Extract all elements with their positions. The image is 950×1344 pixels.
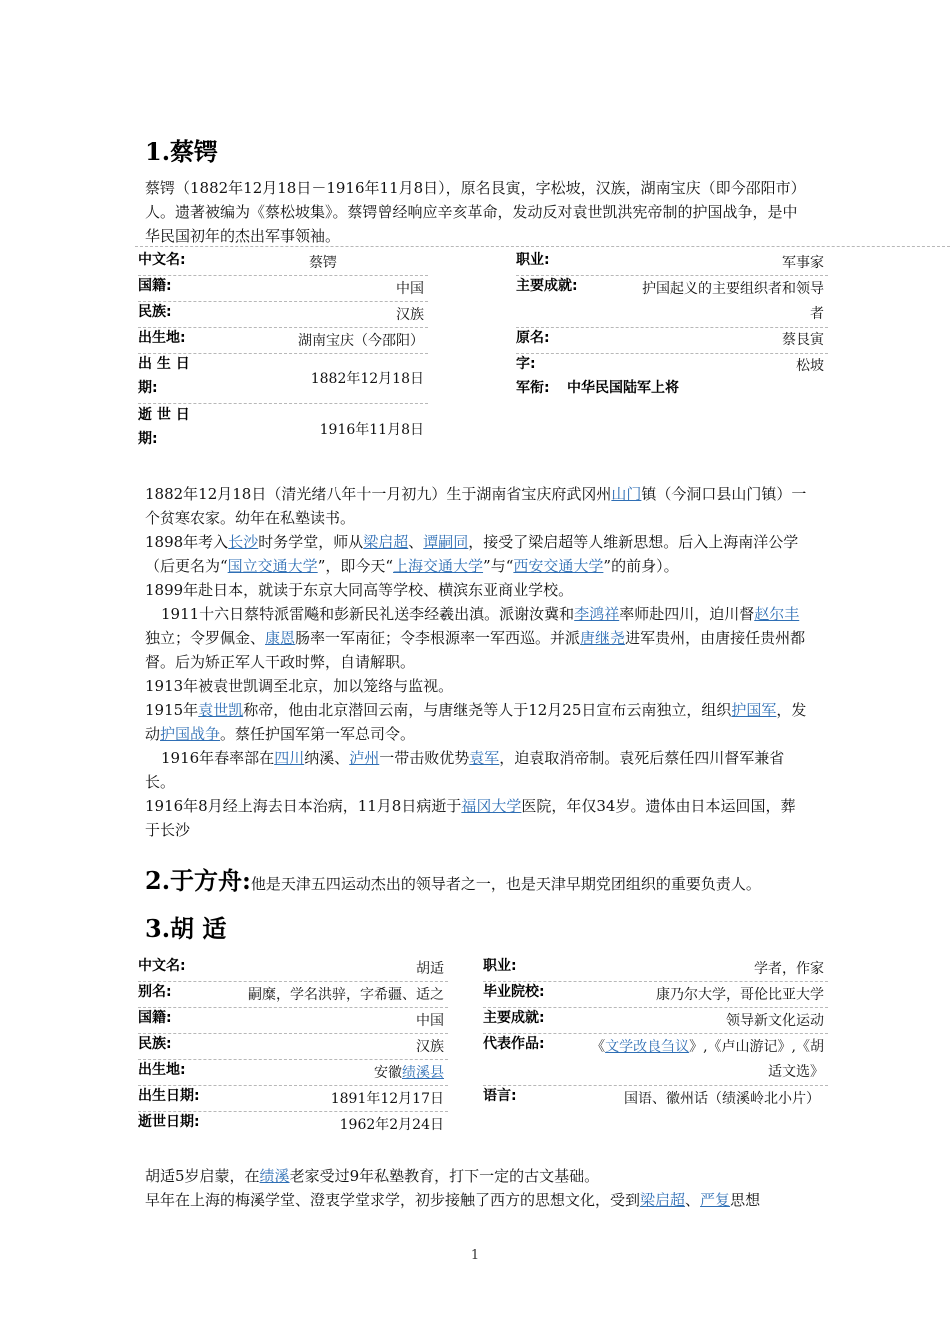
link-jixi-county[interactable]: 绩溪县: [402, 1065, 444, 1081]
link-yan-fu[interactable]: 严复: [700, 1191, 731, 1209]
link-fukuoka-university[interactable]: 福冈大学: [461, 797, 522, 815]
info-value: 军事家: [782, 255, 824, 271]
link-changsha[interactable]: 长沙: [228, 533, 259, 551]
link-xian-jiaotong[interactable]: 西安交通大学: [513, 557, 604, 575]
row-divider: [138, 981, 448, 982]
info-label: 出生地:: [138, 1062, 186, 1078]
link-huguo-war[interactable]: 护国战争: [160, 725, 221, 743]
info-label: 出 生 日: [138, 356, 190, 372]
row-divider: [138, 1007, 448, 1008]
info-value: 1891年12月17日: [330, 1091, 444, 1107]
bio-paragraph: 1899年赴日本，就读于东京大同高等学校、横滨东亚商业学校。: [145, 581, 574, 599]
info-label: 出生日期:: [138, 1088, 200, 1104]
info-value: 蔡锷: [309, 255, 337, 271]
info-label: 国籍:: [138, 1010, 172, 1026]
info-value: 1882年12月18日: [310, 371, 424, 387]
bio-paragraph: 1882年12月18日（清光绪八年十一月初九）生于湖南省宝庆府武冈州山门镇（今洞口县山门镇）一个贫寒农家。幼年在私塾读书。: [145, 485, 807, 527]
link-wenxue-gailiang[interactable]: 文学改良刍议: [605, 1039, 690, 1055]
hu-shi-biography: [145, 1164, 810, 1212]
section-title-cai-e: 1.蔡锷: [145, 137, 219, 166]
link-liang-qichao-2[interactable]: 梁启超: [640, 1191, 686, 1209]
info-value: 湖南宝庆（今邵阳）: [298, 333, 424, 349]
cai-e-infobox-left: [138, 248, 428, 458]
cai-e-biography: [145, 482, 810, 842]
bio-paragraph: 1916年春率部在四川纳溪、泸州一带击败优势袁军，迫袁取消帝制。袁死后蔡任四川督军兼省长。: [145, 749, 785, 791]
bio-paragraph: 早年在上海的梅溪学堂、澄衷学堂求学，初步接触了西方的思想文化，受到梁启超、严复思想: [145, 1191, 761, 1209]
row-divider: [138, 1033, 448, 1034]
info-value: 康乃尔大学，哥伦比亚大学: [656, 987, 824, 1003]
info-value: 嗣糜，学名洪骍，字希疆、适之: [248, 987, 444, 1003]
info-label: 别名:: [138, 984, 172, 1000]
info-value: 1962年2月24日: [339, 1117, 444, 1133]
info-value: 护国起义的主要组织者和领导: [642, 281, 824, 297]
info-value: 1916年11月8日: [319, 422, 424, 438]
link-zhao-erfeng[interactable]: 赵尔丰: [754, 605, 800, 623]
link-liang-qichao[interactable]: 梁启超: [363, 533, 409, 551]
info-label: 民族:: [138, 1036, 172, 1052]
info-label: 主要成就:: [483, 1010, 545, 1026]
info-value: 安徽绩溪县: [374, 1065, 444, 1081]
info-value: 《文学改良刍议》,《卢山游记》,《胡: [591, 1039, 824, 1055]
info-value: 胡适: [416, 961, 444, 977]
info-value: 国语、徽州话（绩溪岭北小片）: [624, 1091, 820, 1107]
section-title-hu-shi: 3.胡 适: [145, 914, 227, 943]
info-value: 者: [810, 306, 824, 322]
cai-e-infobox-right: [516, 248, 828, 408]
link-kang-en[interactable]: 康恩: [265, 629, 296, 647]
info-label: 职业:: [516, 252, 550, 268]
yu-fangzhou-summary: 他是天津五四运动杰出的领导者之一，也是天津早期党团组织的重要负责人。: [250, 875, 761, 893]
info-value: 学者，作家: [754, 961, 824, 977]
info-label: 军衔:: [516, 380, 550, 396]
info-label: 中文名:: [138, 252, 186, 268]
bio-paragraph: 1898年考入长沙时务学堂，师从梁启超、谭嗣同，接受了梁启超等人维新思想。后入上海南洋公学（后更名为“国立交通大学”，即今天“上海交通大学”与“西安交通大学”的前身）。: [145, 533, 799, 575]
info-value: 汉族: [416, 1039, 444, 1055]
link-shanmen[interactable]: 山门: [611, 485, 642, 503]
link-luzhou[interactable]: 泸州: [349, 749, 380, 767]
info-value: 松坡: [796, 358, 824, 374]
bio-paragraph: 1916年8月经上海去日本治病，11月8日病逝于福冈大学医院，年仅34岁。遗体由日本运回国，葬于长沙: [145, 797, 796, 839]
link-jixi[interactable]: 绩溪: [259, 1167, 290, 1185]
info-label: 中文名:: [138, 958, 186, 974]
info-value: 领导新文化运动: [726, 1013, 824, 1029]
hu-shi-infobox-right: [483, 954, 828, 1114]
military-rank-value: 中华民国陆军上将: [567, 380, 679, 396]
info-label: 毕业院校:: [483, 984, 545, 1000]
bio-paragraph: 胡适5岁启蒙，在绩溪老家受过9年私塾教育，打下一定的古文基础。: [145, 1167, 600, 1185]
info-value: 适文选》: [768, 1064, 824, 1080]
link-huguo-army[interactable]: 护国军: [731, 701, 777, 719]
info-label: 期:: [138, 380, 158, 396]
link-yuan-shikai[interactable]: 袁世凯: [198, 701, 244, 719]
section-yu-fangzhou: [145, 866, 825, 896]
info-value: 汉族: [396, 307, 424, 323]
row-divider: [483, 1085, 828, 1086]
info-label: 字:: [516, 356, 536, 372]
info-label: 代表作品:: [483, 1036, 545, 1052]
divider: [135, 246, 950, 247]
info-label: 期:: [138, 431, 158, 447]
row-divider: [138, 301, 428, 302]
link-national-jiaotong[interactable]: 国立交通大学: [227, 557, 318, 575]
info-label: 逝世日期:: [138, 1114, 200, 1130]
info-label: 主要成就:: [516, 278, 578, 294]
link-tan-sitong[interactable]: 谭嗣同: [423, 533, 469, 551]
page-number: 1: [470, 1248, 480, 1263]
info-label: 语言:: [483, 1088, 517, 1104]
hu-shi-infobox-left: [138, 954, 448, 1138]
link-yuan-army[interactable]: 袁军: [469, 749, 500, 767]
link-sichuan[interactable]: 四川: [274, 749, 305, 767]
bio-paragraph: 1913年被袁世凯调至北京，加以笼络与监视。: [145, 677, 454, 695]
bio-paragraph: 1911十六日蔡特派雷飚和彭新民礼送李经羲出滇。派谢汝冀和李鸿祥率师赴四川，迫川督赵尔丰独立；令罗佩金、康恩肠率一军南征；令李根源率一军西巡。并派唐继尧进军贵州，由唐接任贵州都督。后为矫正军人干政时弊，自请解职。: [145, 605, 806, 671]
info-label: 逝 世 日: [138, 407, 190, 423]
info-label: 国籍:: [138, 278, 172, 294]
link-shanghai-jiaotong[interactable]: 上海交通大学: [393, 557, 484, 575]
link-tang-jiyao[interactable]: 唐继尧: [580, 629, 626, 647]
info-value: 中国: [416, 1013, 444, 1029]
info-label: 职业:: [483, 958, 517, 974]
info-label: 出生地:: [138, 330, 186, 346]
row-divider: [138, 275, 428, 276]
info-label: 民族:: [138, 304, 172, 320]
bio-paragraph: 1915年袁世凯称帝，他由北京潜回云南，与唐继尧等人于12月25日宣布云南独立，组织护国军，发动护国战争。蔡任护国军第一军总司令。: [145, 701, 807, 743]
intro-text: 蔡锷（1882年12月18日－1916年11月8日），原名艮寅，字松坡，汉族，湖南宝庆（即今邵阳市）人。遗著被编为《蔡松坡集》。蔡锷曾经响应辛亥革命，发动反对袁世凯洪宪帝制的护国战争，是中华民国初年的杰出军事领袖。: [145, 179, 806, 245]
info-value: 中国: [396, 281, 424, 297]
info-value: 蔡艮寅: [782, 332, 824, 348]
section-title-yu-fangzhou: 2.于方舟:: [145, 866, 251, 895]
cai-e-intro: [145, 176, 810, 248]
info-label: 原名:: [516, 330, 550, 346]
link-li-hongxiang[interactable]: 李鸿祥: [574, 605, 620, 623]
